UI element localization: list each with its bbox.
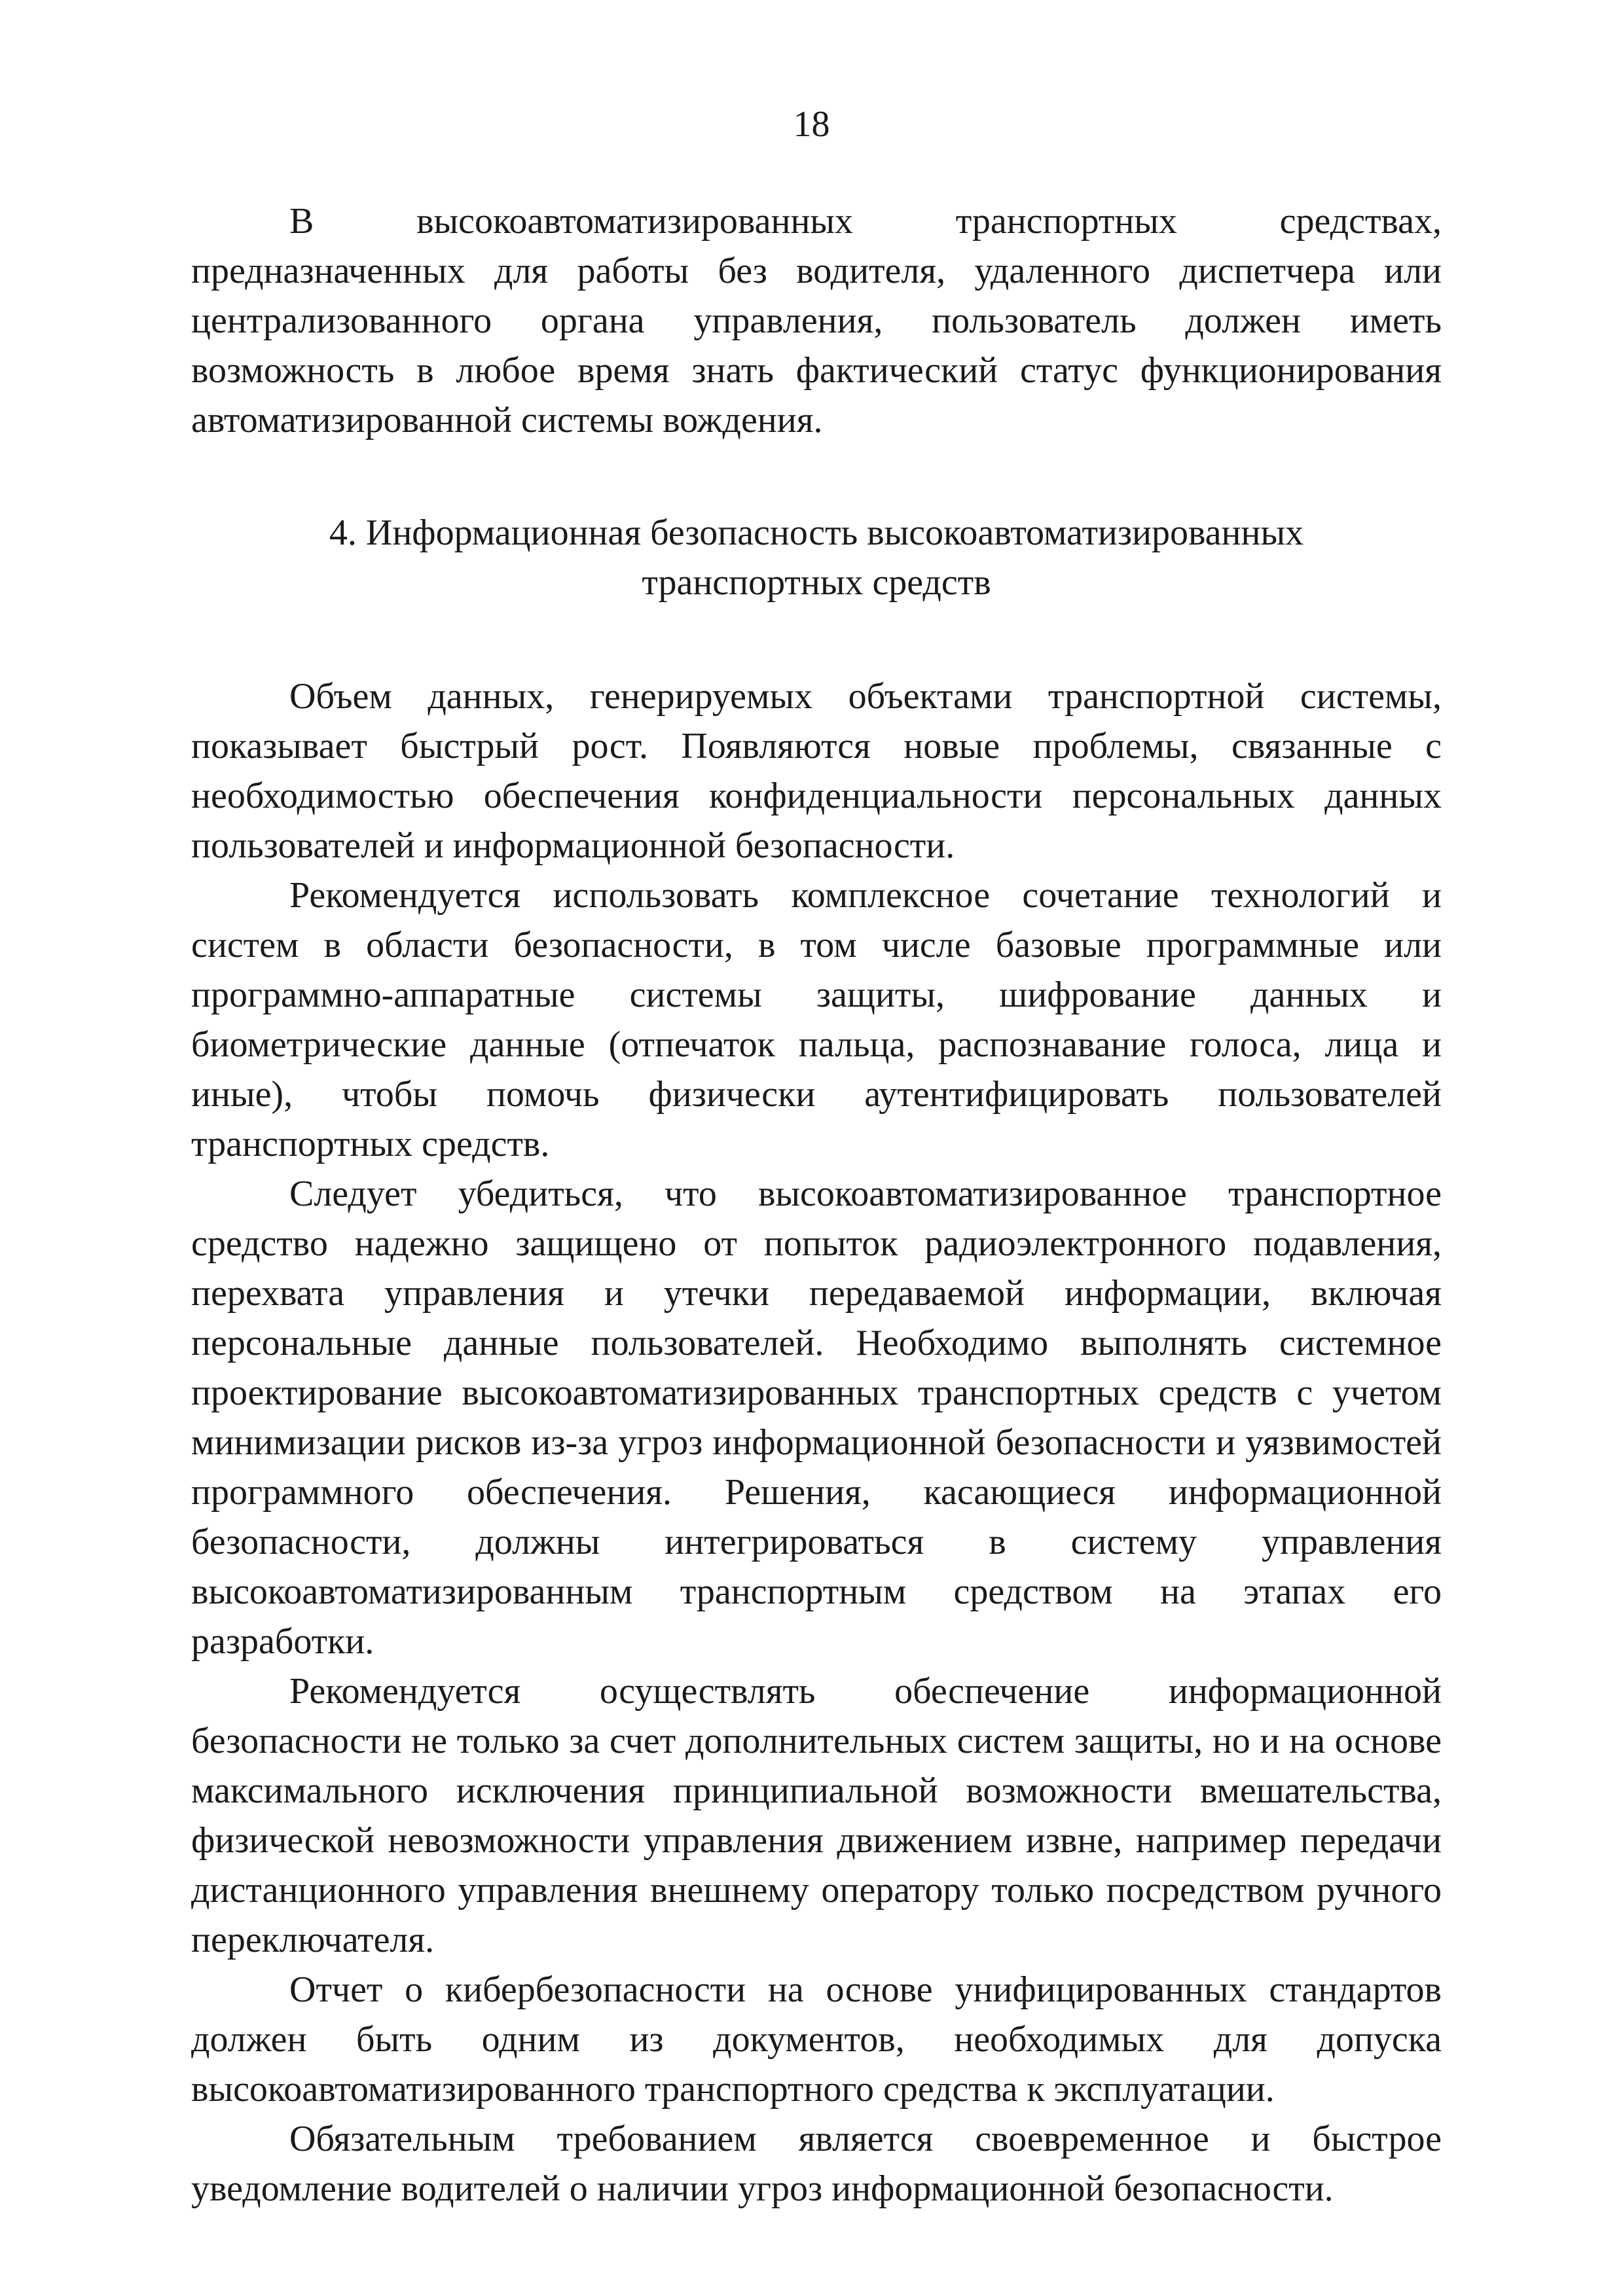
- paragraph: Отчет о кибербезопасности на основе унифицированных стандартов должен быть одним из документов, необходимых для допуска высокоавтоматизированного транспортного средства к эксплуатации.: [191, 1969, 1442, 2109]
- paragraph: Рекомендуется осуществлять обеспечение информационной безопасности не только за счет дополнительных систем защиты, но и на основе максимального исключения принципиальной возможности вмешательства, физической невозможности управления движением извне, например передачи дистанционного управления внешнему оператору только посредством ручного переключателя.: [191, 1671, 1442, 1960]
- page-number: 18: [793, 104, 830, 145]
- paragraph-intro: В высокоавтоматизированных транспортных средствах, предназначенных для работы без водителя, удаленного диспетчера или централизованного органа управления, пользователь должен иметь возможность в любое время знать фактический статус функционирования автоматизированной системы вождения.: [191, 201, 1442, 440]
- page-content: [191, 196, 1442, 2214]
- paragraph: Следует убедиться, что высокоавтоматизированное транспортное средство надежно защищено от попыток радиоэлектронного подавления, перехвата управления и утечки передаваемой информации, включая персональные данные пользователей. Необходимо выполнять системное проектирование высокоавтоматизированных транспортных средств с учетом минимизации рисков из-за угроз информационной безопасности и уязвимостей программного обеспечения. Решения, касающиеся информационной безопасности, должны интегрироваться в систему управления высокоавтоматизированным транспортным средством на этапах его разработки.: [191, 1174, 1442, 1662]
- paragraph: Обязательным требованием является своевременное и быстрое уведомление водителей о наличии угроз информационной безопасности.: [191, 2119, 1442, 2209]
- paragraph: Объем данных, генерируемых объектами транспортной системы, показывает быстрый рост. Появляются новые проблемы, связанные с необходимостью обеспечения конфиденциальности персональных данных пользователей и информационной безопасности.: [191, 676, 1442, 866]
- paragraph: Рекомендуется использовать комплексное сочетание технологий и систем в области безопасности, в том числе базовые программные или программно-аппаратные системы защиты, шифрование данных и биометрические данные (отпечаток пальца, распознавание голоса, лица и иные), чтобы помочь физически аутентифицировать пользователей транспортных средств.: [191, 875, 1442, 1164]
- section-heading: 4. Информационная безопасность высокоавтоматизированных транспортных средств: [329, 512, 1304, 603]
